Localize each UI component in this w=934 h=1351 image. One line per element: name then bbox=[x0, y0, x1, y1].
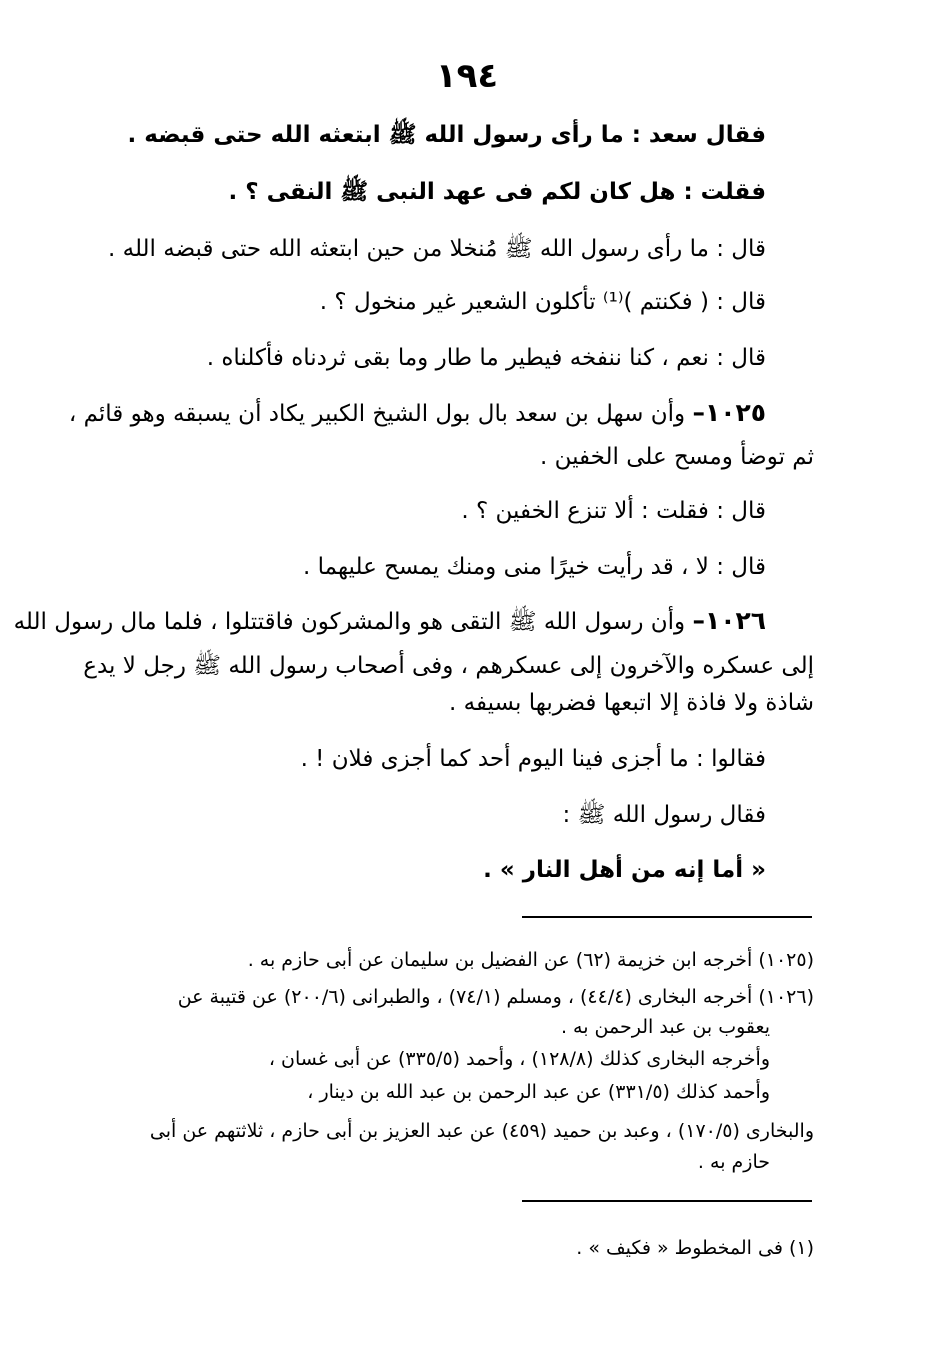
footnote-line: (١٠٢٥) أخرجه ابن خزيمة (٦٢) عن الفضيل بن سليمان عن أبى حازم به . bbox=[247, 949, 814, 971]
text-line: فقال سعد : ما رأى رسول الله ﷺ ابتعثه الله حتى قبضه . bbox=[127, 122, 766, 148]
hadith-1025 bbox=[69, 398, 766, 428]
text-line: « أما إنه من أهل النار » . bbox=[483, 857, 766, 883]
footnote-divider bbox=[522, 916, 812, 918]
hadith-text-line: وأن سهل بن سعد بال بول الشيخ الكبير يكاد أن يسبقه وهو قائم ، bbox=[68, 401, 686, 427]
hadith-text-line: شاذة ولا فاذة إلا اتبعها فضربها بسيفه . bbox=[449, 690, 814, 716]
hadith-number: ١٠٢٥– bbox=[692, 398, 766, 427]
text-line: قال : ( فكنتم )⁽¹⁾ تأكلون الشعير غير منخول ؟ . bbox=[319, 289, 766, 315]
text-line: فقال رسول الله ﷺ : bbox=[562, 802, 766, 828]
text-line: فقلت : هل كان لكم فى عهد النبى ﷺ النقى ؟ . bbox=[228, 179, 766, 205]
footnote-line: (١٠٢٦) أخرجه البخارى (٤٤/٤) ، ومسلم (٧٤/١) ، والطبرانى (٢٠٠/٦) عن قتيبة عن bbox=[177, 986, 814, 1008]
footnote-divider bbox=[522, 1200, 812, 1202]
footnote-line: والبخارى (١٧٠/٥) ، وعبد بن حميد (٤٥٩) عن عبد العزيز بن أبى حازم ، ثلاثتهم عن أبى bbox=[149, 1120, 814, 1142]
text-line: فقالوا : ما أجزى فينا اليوم أحد كما أجزى فلان ! . bbox=[300, 746, 766, 772]
text-line: قال : لا ، قد رأيت خيرًا منى ومنك يمسح عليهما . bbox=[303, 554, 766, 580]
page-number: ١٩٤ bbox=[435, 56, 499, 96]
footnote-line: يعقوب بن عبد الرحمن به . bbox=[560, 1016, 770, 1038]
footnote-line: وأخرجه البخارى كذلك (١٢٨/٨) ، وأحمد (٣٣٥/٥) عن أبى غسان ، bbox=[268, 1048, 770, 1070]
hadith-1026 bbox=[14, 606, 766, 636]
text-line: قال : فقلت : ألا تنزع الخفين ؟ . bbox=[461, 498, 766, 524]
text-line: قال : نعم ، كنا ننفخه فيطير ما طار وما بقى ثردناه فأكلناه . bbox=[206, 345, 766, 371]
hadith-text-line: ثم توضأ ومسح على الخفين . bbox=[539, 444, 814, 470]
text-line: قال : ما رأى رسول الله ﷺ مُنخلا من حين ابتعثه الله حتى قبضه الله . bbox=[107, 236, 766, 262]
footnote-line: وأحمد كذلك (٣٣١/٥) عن عبد الرحمن بن عبد الله بن دينار ، bbox=[307, 1081, 770, 1103]
hadith-text-line: وأن رسول الله ﷺ التقى هو والمشركون فاقتتلوا ، فلما مال رسول الله bbox=[13, 609, 686, 635]
footnote-line: حازم به . bbox=[697, 1151, 770, 1173]
footnote-note: (١) فى المخطوط « فكيف » . bbox=[576, 1237, 814, 1259]
hadith-number: ١٠٢٦– bbox=[692, 606, 766, 635]
hadith-text-line: إلى عسكره والآخرون إلى عسكرهم ، وفى أصحاب رسول الله ﷺ رجل لا يدع bbox=[83, 653, 814, 679]
